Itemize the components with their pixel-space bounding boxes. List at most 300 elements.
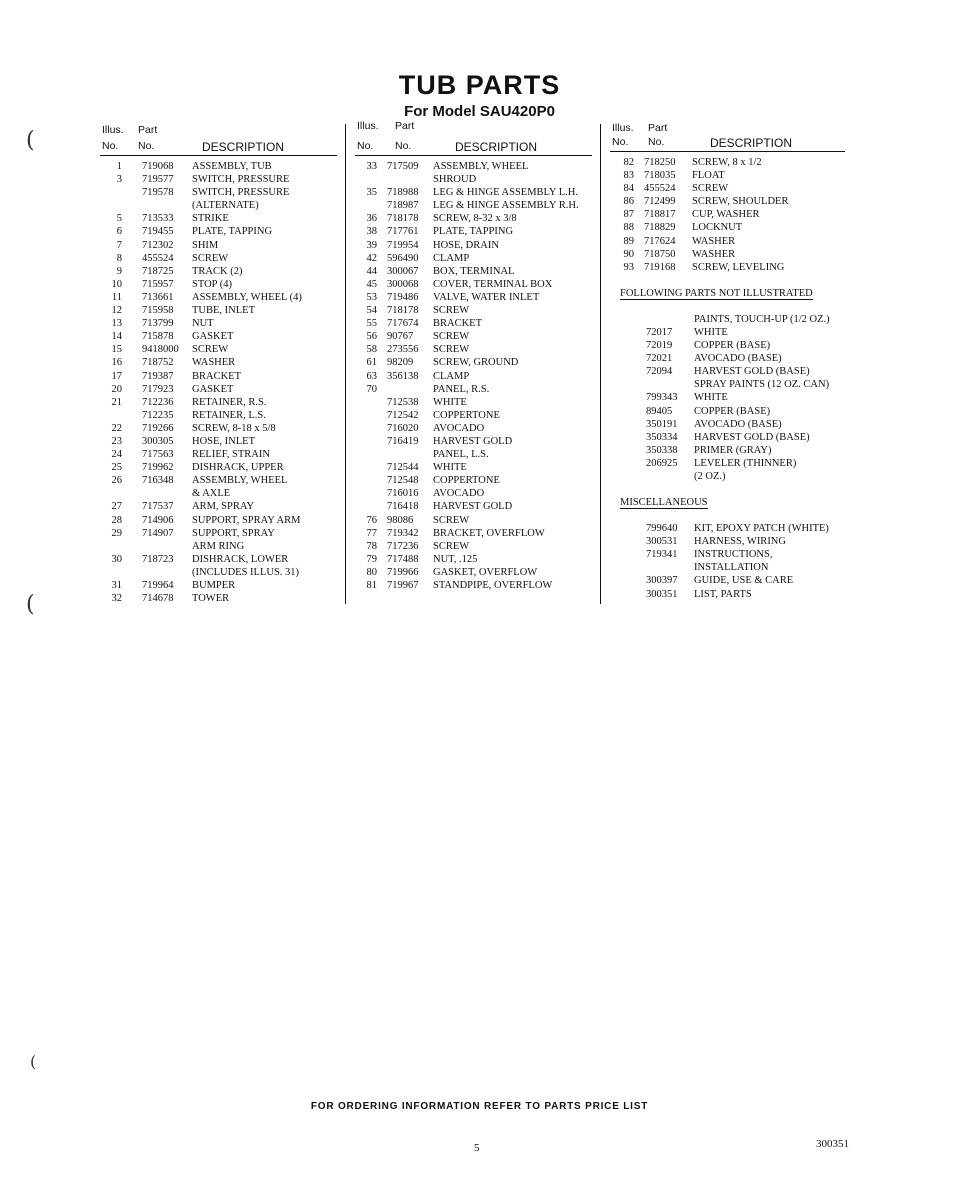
column-header bbox=[100, 120, 337, 160]
part-description: PANEL, L.S. bbox=[433, 449, 489, 461]
part-number: 72021 bbox=[646, 353, 673, 365]
part-row bbox=[610, 444, 845, 457]
illus-number: 70 bbox=[366, 383, 377, 395]
part-description: ARM, SPRAY bbox=[192, 501, 255, 513]
part-row bbox=[610, 339, 845, 352]
part-number: 718817 bbox=[644, 209, 676, 221]
part-description: SWITCH, PRESSURE bbox=[192, 187, 290, 199]
illus-number: 61 bbox=[366, 357, 377, 369]
part-number: 719342 bbox=[387, 527, 419, 539]
illus-number: 3 bbox=[116, 174, 122, 186]
illus-number: 25 bbox=[111, 462, 122, 474]
part-description: & AXLE bbox=[192, 488, 231, 500]
part-description: PRIMER (GRAY) bbox=[694, 444, 772, 456]
part-row bbox=[355, 291, 592, 304]
part-number: 716016 bbox=[387, 488, 419, 500]
part-description: COPPER (BASE) bbox=[694, 340, 771, 352]
part-number: 712542 bbox=[387, 409, 419, 421]
part-description: RETAINER, R.S. bbox=[192, 396, 267, 408]
part-number: 714906 bbox=[142, 514, 174, 526]
part-row bbox=[355, 383, 592, 396]
part-number: 712499 bbox=[644, 196, 676, 208]
part-row bbox=[355, 461, 592, 474]
illus-number: 78 bbox=[366, 540, 377, 552]
part-description: SWITCH, PRESSURE bbox=[192, 174, 290, 186]
part-row bbox=[610, 548, 845, 561]
part-description: SCREW, 8-32 x 3/8 bbox=[433, 213, 517, 225]
part-number: 98086 bbox=[387, 514, 414, 526]
part-row bbox=[355, 186, 592, 199]
part-description: WHITE bbox=[433, 396, 467, 408]
part-number: 350334 bbox=[646, 431, 678, 443]
part-description: SCREW bbox=[433, 540, 470, 552]
illus-number: 27 bbox=[111, 501, 122, 513]
illus-number: 28 bbox=[111, 514, 122, 526]
part-number: 719266 bbox=[142, 422, 174, 434]
illus-number: 26 bbox=[111, 475, 122, 487]
illus-number: 35 bbox=[366, 187, 377, 199]
illus-number: 80 bbox=[366, 566, 377, 578]
part-number: 72017 bbox=[646, 326, 673, 338]
illus-number: 45 bbox=[366, 278, 377, 290]
part-number: 719486 bbox=[387, 291, 419, 303]
part-row bbox=[100, 291, 337, 304]
part-description: BUMPER bbox=[192, 580, 236, 591]
part-number: 718178 bbox=[387, 305, 419, 317]
header-rule bbox=[100, 155, 337, 156]
illus-number: 14 bbox=[111, 331, 122, 343]
part-description: ASSEMBLY, WHEEL (4) bbox=[192, 291, 302, 303]
part-number: 712544 bbox=[387, 462, 419, 474]
part-number: 712236 bbox=[142, 396, 174, 408]
part-number: 715957 bbox=[142, 278, 174, 290]
part-description: COVER, TERMINAL BOX bbox=[433, 278, 553, 290]
column-header bbox=[610, 120, 845, 156]
part-description: LEG & HINGE ASSEMBLY L.H. bbox=[433, 187, 578, 199]
part-number: 716348 bbox=[142, 475, 174, 487]
part-description: COPPERTONE bbox=[433, 475, 500, 487]
part-row bbox=[100, 199, 337, 212]
part-row bbox=[610, 391, 845, 404]
part-number: 717674 bbox=[387, 318, 419, 330]
part-description: AVOCADO bbox=[433, 488, 485, 500]
part-row bbox=[100, 330, 337, 343]
part-row bbox=[355, 265, 592, 278]
part-row bbox=[610, 418, 845, 431]
part-row bbox=[610, 535, 845, 548]
part-description: SUPPORT, SPRAY bbox=[192, 527, 275, 539]
part-row bbox=[100, 514, 337, 527]
not-illustrated-list bbox=[610, 313, 845, 483]
part-description: SCREW bbox=[692, 183, 729, 195]
illus-number: 21 bbox=[111, 396, 122, 408]
part-number: 799343 bbox=[646, 392, 678, 404]
part-number: 300531 bbox=[646, 536, 678, 548]
part-description: GASKET bbox=[192, 383, 234, 395]
part-row bbox=[100, 265, 337, 278]
part-number: 273556 bbox=[387, 344, 419, 356]
illus-number: 16 bbox=[111, 357, 122, 369]
part-row bbox=[100, 500, 337, 513]
part-row bbox=[610, 405, 845, 418]
parts-list bbox=[355, 160, 592, 592]
part-description: PANEL, R.S. bbox=[433, 383, 490, 395]
part-number: 716418 bbox=[387, 501, 419, 513]
part-number: 9418000 bbox=[142, 344, 179, 356]
part-row bbox=[100, 173, 337, 186]
part-row bbox=[610, 261, 845, 274]
illus-number: 84 bbox=[623, 183, 634, 195]
part-description: (2 OZ.) bbox=[694, 470, 726, 482]
part-description: GASKET, OVERFLOW bbox=[433, 566, 538, 578]
illus-number: 23 bbox=[111, 435, 122, 447]
part-description: NUT bbox=[192, 318, 214, 330]
part-number: 719954 bbox=[387, 239, 419, 251]
part-description: BRACKET, OVERFLOW bbox=[433, 527, 545, 539]
illus-number: 89 bbox=[623, 235, 634, 247]
part-description: KIT, EPOXY PATCH (WHITE) bbox=[694, 523, 829, 535]
part-row bbox=[100, 566, 337, 579]
part-row bbox=[355, 239, 592, 252]
scan-mark: ( bbox=[30, 1052, 37, 1071]
part-description: HARVEST GOLD (BASE) bbox=[694, 431, 810, 443]
part-row bbox=[100, 422, 337, 435]
part-description: BOX, TERMINAL bbox=[433, 265, 515, 277]
part-row bbox=[610, 208, 845, 221]
part-description: BRACKET bbox=[433, 318, 483, 330]
part-number: 713799 bbox=[142, 318, 174, 330]
part-description: LOCKNUT bbox=[692, 222, 743, 234]
part-header: Part bbox=[648, 122, 668, 134]
part-description: DISHRACK, LOWER bbox=[192, 553, 289, 565]
part-description: SCREW bbox=[433, 305, 470, 317]
part-row bbox=[355, 212, 592, 225]
illus-number: 17 bbox=[111, 370, 122, 382]
part-number: 300305 bbox=[142, 435, 174, 447]
part-row bbox=[100, 252, 337, 265]
part-number: 714678 bbox=[142, 593, 174, 605]
part-description: SCREW, GROUND bbox=[433, 357, 519, 369]
part-number: 719068 bbox=[142, 161, 174, 172]
illus-header: Illus. bbox=[612, 122, 634, 134]
part-number: 717509 bbox=[387, 161, 419, 172]
illus-number: 15 bbox=[111, 344, 122, 356]
part-row bbox=[610, 470, 845, 483]
illus-number: 13 bbox=[111, 318, 122, 330]
part-row bbox=[610, 365, 845, 378]
illus-number: 36 bbox=[366, 213, 377, 225]
part-description: SCREW bbox=[433, 514, 470, 526]
part-number: 72094 bbox=[646, 366, 673, 378]
illus-number: 33 bbox=[366, 161, 377, 172]
part-number: 596490 bbox=[387, 252, 419, 264]
illus-number: 90 bbox=[623, 248, 634, 260]
illus-number: 55 bbox=[366, 318, 377, 330]
misc-label: MISCELLANEOUS bbox=[620, 497, 708, 509]
part-number: 717923 bbox=[142, 383, 174, 395]
illus-number: 38 bbox=[366, 226, 377, 238]
part-description: SCREW bbox=[433, 344, 470, 356]
part-description: VALVE, WATER INLET bbox=[433, 291, 540, 303]
part-description: LEVELER (THINNER) bbox=[694, 457, 797, 469]
description-header: DESCRIPTION bbox=[202, 140, 285, 154]
part-row bbox=[355, 330, 592, 343]
part-number: 72019 bbox=[646, 340, 673, 352]
column-divider bbox=[345, 124, 346, 604]
part-row bbox=[100, 239, 337, 252]
part-number: 206925 bbox=[646, 457, 678, 469]
part-description: NUT, .125 bbox=[433, 553, 478, 565]
part-number: 89405 bbox=[646, 405, 673, 417]
part-description: WASHER bbox=[692, 235, 736, 247]
part-row bbox=[610, 522, 845, 535]
part-row bbox=[355, 396, 592, 409]
part-row bbox=[355, 278, 592, 291]
part-description: FLOAT bbox=[692, 170, 725, 182]
illus-number: 42 bbox=[366, 252, 377, 264]
part-row bbox=[355, 514, 592, 527]
part-number: 718752 bbox=[142, 357, 174, 369]
not-illustrated-label: FOLLOWING PARTS NOT ILLUSTRATED bbox=[620, 287, 813, 299]
part-row bbox=[100, 553, 337, 566]
part-row bbox=[355, 317, 592, 330]
part-row bbox=[610, 352, 845, 365]
part-row bbox=[610, 313, 845, 326]
part-number: 98209 bbox=[387, 357, 414, 369]
part-number: 717488 bbox=[387, 553, 419, 565]
illus-no-header: No. bbox=[612, 136, 629, 148]
illus-number: 63 bbox=[366, 370, 377, 382]
part-number: 719962 bbox=[142, 462, 174, 474]
illus-number: 31 bbox=[111, 580, 122, 591]
part-description: HOSE, DRAIN bbox=[433, 239, 499, 251]
part-row bbox=[610, 457, 845, 470]
part-row bbox=[100, 186, 337, 199]
part-number: 350338 bbox=[646, 444, 678, 456]
part-description: SHIM bbox=[192, 239, 219, 251]
part-row bbox=[100, 225, 337, 238]
part-description: ASSEMBLY, TUB bbox=[192, 161, 272, 172]
part-description: ASSEMBLY, WHEEL bbox=[433, 161, 529, 172]
part-description: COPPER (BASE) bbox=[694, 405, 771, 417]
illus-number: 44 bbox=[366, 265, 377, 277]
illus-number: 6 bbox=[116, 226, 122, 238]
part-row bbox=[610, 431, 845, 444]
part-header: Part bbox=[395, 120, 415, 132]
part-number: 714907 bbox=[142, 527, 174, 539]
part-description: HARVEST GOLD bbox=[433, 501, 513, 513]
illus-number: 9 bbox=[116, 265, 122, 277]
part-number: 90767 bbox=[387, 331, 414, 343]
part-row bbox=[355, 370, 592, 383]
part-number: 717563 bbox=[142, 449, 174, 461]
part-number: 300351 bbox=[646, 588, 678, 600]
part-row bbox=[355, 500, 592, 513]
part-number: 718723 bbox=[142, 553, 174, 565]
illus-number: 87 bbox=[623, 209, 634, 221]
part-number: 712235 bbox=[142, 409, 174, 421]
part-row bbox=[610, 588, 845, 601]
part-description: HARNESS, WIRING bbox=[694, 536, 786, 548]
illus-header: Illus. bbox=[357, 120, 379, 132]
part-number: 718178 bbox=[387, 213, 419, 225]
part-row bbox=[100, 278, 337, 291]
part-row bbox=[100, 356, 337, 369]
illus-number: 5 bbox=[116, 213, 122, 225]
illus-number: 81 bbox=[366, 580, 377, 591]
illus-number: 12 bbox=[111, 305, 122, 317]
part-row bbox=[100, 527, 337, 540]
part-description: (INCLUDES ILLUS. 31) bbox=[192, 566, 300, 578]
part-row bbox=[355, 527, 592, 540]
illus-number: 1 bbox=[116, 161, 122, 172]
part-row bbox=[355, 540, 592, 553]
header-rule bbox=[610, 151, 845, 152]
part-description: LEG & HINGE ASSEMBLY R.H. bbox=[433, 200, 579, 212]
part-number: 717236 bbox=[387, 540, 419, 552]
part-description: SUPPORT, SPRAY ARM bbox=[192, 514, 301, 526]
part-description: PLATE, TAPPING bbox=[433, 226, 514, 238]
part-description: PAINTS, TOUCH-UP (1/2 OZ.) bbox=[694, 313, 830, 325]
part-row bbox=[355, 343, 592, 356]
part-row bbox=[100, 474, 337, 487]
illus-number: 58 bbox=[366, 344, 377, 356]
part-row bbox=[100, 383, 337, 396]
part-description: AVOCADO (BASE) bbox=[694, 353, 782, 365]
part-description: WHITE bbox=[694, 326, 728, 338]
part-description: GUIDE, USE & CARE bbox=[694, 575, 794, 587]
parts-column-1 bbox=[100, 120, 337, 605]
part-description: AVOCADO bbox=[433, 422, 485, 434]
part-number: 718987 bbox=[387, 200, 419, 212]
part-no-header: No. bbox=[648, 136, 665, 148]
part-description: HOSE, INLET bbox=[192, 435, 255, 447]
part-number: 799640 bbox=[646, 523, 678, 535]
part-row bbox=[610, 195, 845, 208]
part-number: 718829 bbox=[644, 222, 676, 234]
part-row bbox=[100, 343, 337, 356]
part-number: 717761 bbox=[387, 226, 419, 238]
part-number: 713533 bbox=[142, 213, 174, 225]
part-row bbox=[100, 461, 337, 474]
illus-number: 79 bbox=[366, 553, 377, 565]
illus-number: 54 bbox=[366, 305, 377, 317]
part-description: GASKET bbox=[192, 331, 234, 343]
part-row bbox=[355, 553, 592, 566]
illus-no-header: No. bbox=[102, 140, 119, 152]
part-number: 719578 bbox=[142, 187, 174, 199]
part-description: INSTRUCTIONS, bbox=[694, 549, 773, 561]
part-description: CLAMP bbox=[433, 252, 470, 264]
part-row bbox=[610, 561, 845, 574]
part-description: CUP, WASHER bbox=[692, 209, 760, 221]
part-number: 719168 bbox=[644, 261, 676, 273]
illus-number: 86 bbox=[623, 196, 634, 208]
document-number: 300351 bbox=[816, 1138, 849, 1150]
illus-number: 29 bbox=[111, 527, 122, 539]
illus-number: 24 bbox=[111, 449, 122, 461]
part-description: BRACKET bbox=[192, 370, 242, 382]
part-number: 719577 bbox=[142, 174, 174, 186]
page-subtitle: For Model SAU420P0 bbox=[404, 103, 555, 120]
part-number: 719966 bbox=[387, 566, 419, 578]
illus-no-header: No. bbox=[357, 140, 374, 152]
part-description: RELIEF, STRAIN bbox=[192, 449, 270, 461]
part-no-header: No. bbox=[395, 140, 412, 152]
illus-number: 7 bbox=[116, 239, 122, 251]
part-number: 715958 bbox=[142, 305, 174, 317]
part-number: 718750 bbox=[644, 248, 676, 260]
part-number: 719964 bbox=[142, 580, 174, 591]
part-number: 455524 bbox=[644, 183, 676, 195]
part-no-header: No. bbox=[138, 140, 155, 152]
part-description: ASSEMBLY, WHEEL bbox=[192, 475, 288, 487]
part-row bbox=[610, 574, 845, 587]
part-number: 356138 bbox=[387, 370, 419, 382]
part-number: 715878 bbox=[142, 331, 174, 343]
part-row bbox=[100, 435, 337, 448]
part-number: 455524 bbox=[142, 252, 174, 264]
part-description: AVOCADO (BASE) bbox=[694, 418, 782, 430]
part-row bbox=[100, 317, 337, 330]
part-row bbox=[100, 304, 337, 317]
part-row bbox=[355, 448, 592, 461]
part-row bbox=[355, 409, 592, 422]
part-description: LIST, PARTS bbox=[694, 588, 752, 600]
part-number: 718035 bbox=[644, 170, 676, 182]
part-description: SHROUD bbox=[433, 174, 477, 186]
part-description: STOP (4) bbox=[192, 278, 232, 290]
illus-header: Illus. bbox=[102, 124, 124, 136]
part-row bbox=[610, 248, 845, 261]
part-header: Part bbox=[138, 124, 158, 136]
part-row bbox=[355, 356, 592, 369]
illus-number: 39 bbox=[366, 239, 377, 251]
parts-list bbox=[610, 156, 845, 274]
part-row bbox=[355, 199, 592, 212]
part-number: 717537 bbox=[142, 501, 174, 513]
column-divider bbox=[600, 124, 601, 604]
page-title: TUB PARTS bbox=[398, 70, 561, 100]
part-number: 712548 bbox=[387, 475, 419, 487]
ordering-footer: FOR ORDERING INFORMATION REFER TO PARTS PRICE LIST bbox=[310, 1101, 649, 1112]
part-description: INSTALLATION bbox=[694, 562, 769, 574]
part-row bbox=[355, 422, 592, 435]
parts-list bbox=[100, 160, 337, 605]
part-row bbox=[100, 579, 337, 592]
part-description: TUBE, INLET bbox=[192, 305, 255, 317]
illus-number: 53 bbox=[366, 291, 377, 303]
part-row bbox=[355, 252, 592, 265]
part-row bbox=[100, 370, 337, 383]
part-description: STANDPIPE, OVERFLOW bbox=[433, 580, 553, 591]
column-header bbox=[355, 120, 592, 160]
illus-number: 22 bbox=[111, 422, 122, 434]
part-number: 719455 bbox=[142, 226, 174, 238]
part-description: HARVEST GOLD bbox=[433, 435, 513, 447]
part-row bbox=[355, 160, 592, 173]
part-row bbox=[610, 221, 845, 234]
part-row bbox=[610, 326, 845, 339]
part-description: COPPERTONE bbox=[433, 409, 500, 421]
part-description: (ALTERNATE) bbox=[192, 200, 259, 212]
part-description: TRACK (2) bbox=[192, 265, 243, 277]
description-header: DESCRIPTION bbox=[710, 136, 793, 150]
description-header: DESCRIPTION bbox=[455, 140, 538, 154]
part-row bbox=[610, 156, 845, 169]
part-description: WHITE bbox=[433, 462, 467, 474]
part-description: WASHER bbox=[192, 357, 236, 369]
